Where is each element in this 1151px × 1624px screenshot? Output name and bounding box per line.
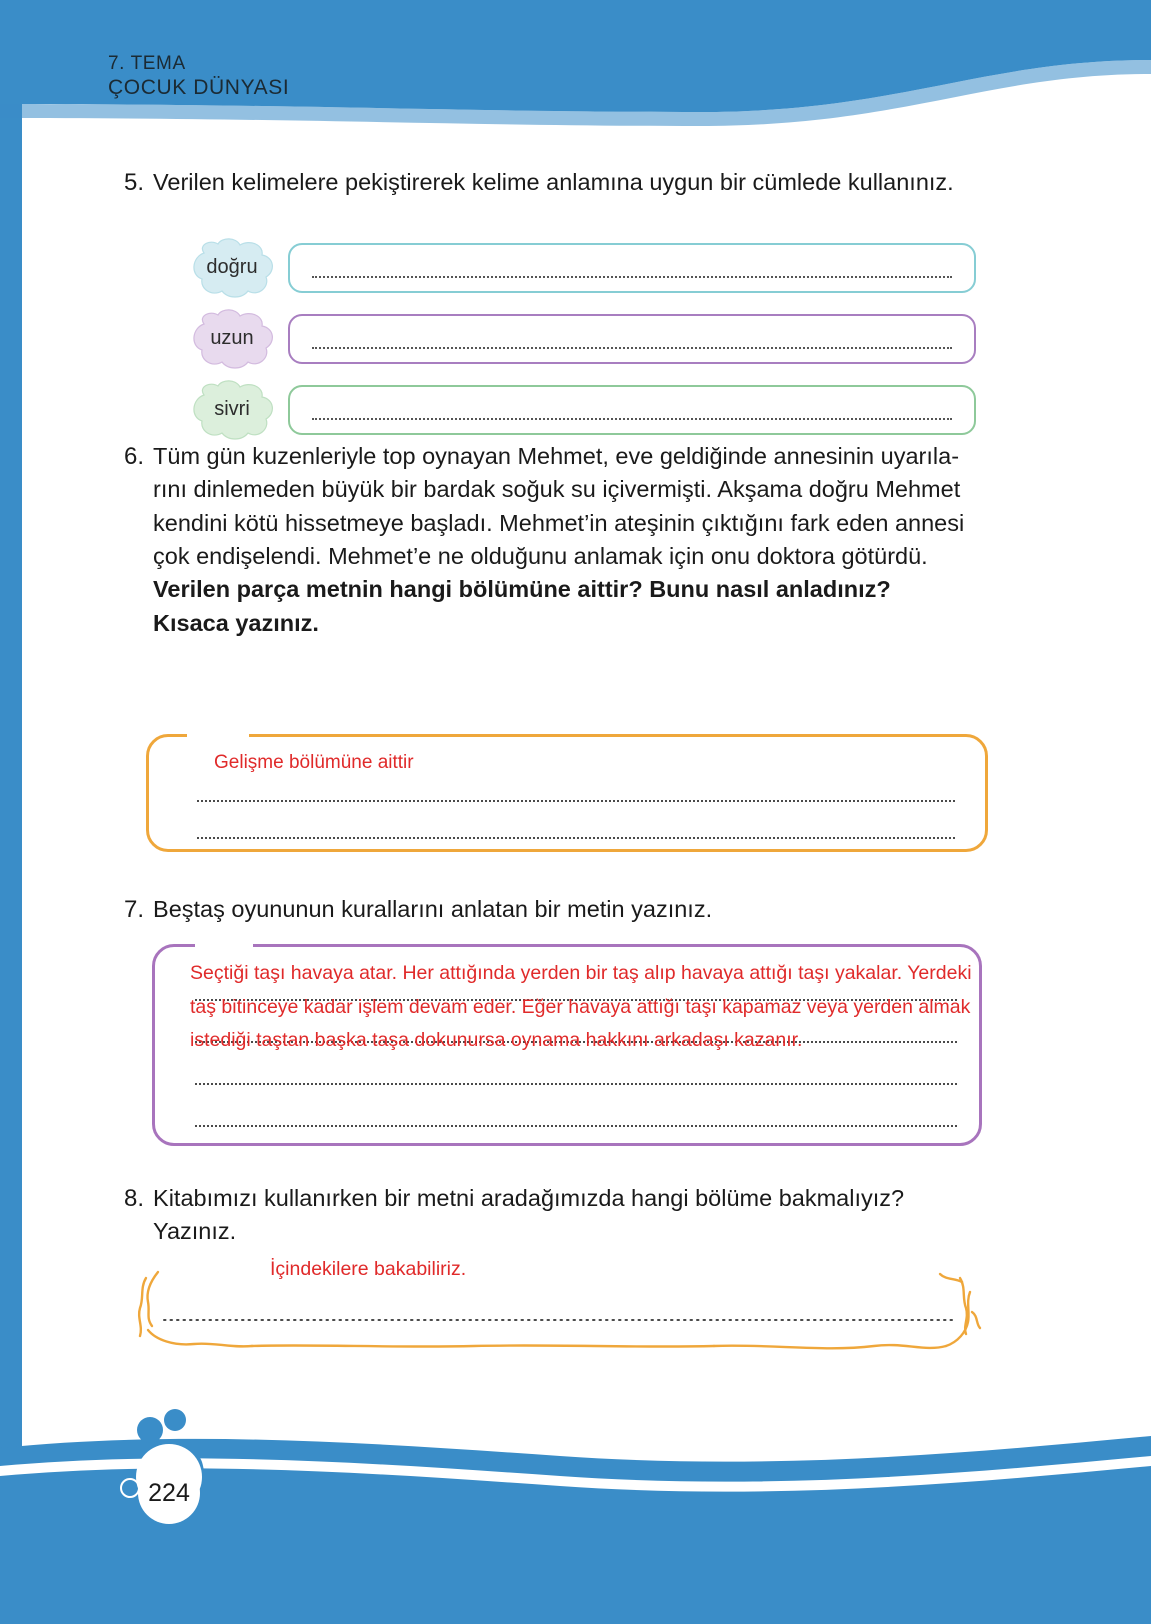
cloud-shape-icon: [186, 379, 278, 441]
question-6-number: 6.: [124, 443, 145, 470]
word-row: [186, 307, 976, 370]
write-line: [195, 1083, 957, 1085]
question-6-body: [153, 440, 993, 640]
question-7-number: 7.: [124, 896, 145, 923]
word-label: sivri: [214, 398, 250, 420]
write-line: [197, 800, 955, 802]
question-5-prompt: Verilen kelimelere pekiştirerek kelime anlamına uygun bir cümlede kullanınız.: [153, 169, 954, 195]
question-6: [124, 440, 1004, 640]
answer-line: istediği taştan başka taşa dokunursa oynama hakkını arkadaşı kazanır.: [190, 1029, 803, 1052]
answer-line: Seçtiği taşı havaya atar. Her attığında yerden bir taş alıp havaya attığı taşı yakalar. Yerdeki: [190, 962, 972, 984]
question-8-sketch-frame[interactable]: [134, 1268, 982, 1364]
theme-heading: [108, 52, 289, 101]
prompt-line: Kitabımızı kullanırken bir metni aradağımızda hangi bölüme bakmalıyız?: [153, 1185, 905, 1211]
question-5: [124, 166, 1004, 200]
question-8-body: [153, 1182, 1024, 1249]
write-line: [312, 418, 952, 420]
write-line: [312, 276, 952, 278]
page-number: 224: [138, 1462, 200, 1524]
answer-box-sivri[interactable]: [288, 385, 976, 435]
question-6-bold-line: Verilen parça metnin hangi bölümüne aittir? Bunu nasıl anladınız?: [153, 576, 891, 603]
paragraph-line: rını dinlemeden büyük bir bardak soğuk su içivermişti. Akşama doğru Mehmet: [153, 476, 961, 503]
word-label: uzun: [210, 327, 254, 349]
word-row: [186, 236, 976, 299]
theme-number: 7. TEMA: [108, 53, 186, 74]
prompt-line: Yazınız.: [153, 1218, 237, 1245]
word-label: doğru: [206, 256, 258, 278]
question-7-prompt: Beştaş oyununun kurallarını anlatan bir metin yazınız.: [153, 896, 713, 922]
question-8-number: 8.: [124, 1185, 145, 1212]
write-line: [197, 837, 955, 839]
answer-box-dogru[interactable]: [288, 243, 976, 293]
paragraph-line: Tüm gün kuzenleriyle top oynayan Mehmet, eve geldiğinde annesinin uyarıla-: [153, 443, 960, 469]
theme-title: ÇOCUK DÜNYASI: [108, 76, 290, 100]
question-8: [124, 1182, 1024, 1249]
write-line: [195, 1125, 957, 1127]
question-6-bold-line: Kısaca yazınız.: [153, 609, 319, 636]
question-5-word-rows: [186, 236, 976, 449]
question-6-handwritten-answer: Gelişme bölümüne aittir: [214, 752, 414, 773]
write-line: [312, 347, 952, 349]
left-edge-white-gap: [22, 105, 32, 1435]
paragraph-line: kendini kötü hissetmeye başladı. Mehmet’in ateşinin çıktığını fark eden annesi: [153, 509, 965, 536]
left-edge-strip: [0, 0, 22, 1624]
question-7: [124, 893, 1004, 927]
word-row: [186, 378, 976, 441]
answer-line: taş bitinceye kadar işlem devam eder. Eğer havaya attığı taşı kapamaz veya yerden almak: [190, 995, 971, 1018]
question-8-handwritten-answer: İçindekilere bakabiliriz.: [270, 1258, 467, 1280]
cloud-shape-icon: [186, 308, 278, 370]
paragraph-line: çok endişelendi. Mehmet’e ne olduğunu anlamak için onu doktora götürdü.: [153, 543, 928, 570]
question-7-handwritten-answer: [190, 957, 1062, 1058]
cloud-shape-icon: [186, 237, 278, 299]
question-5-number: 5.: [124, 169, 145, 196]
answer-box-uzun[interactable]: [288, 314, 976, 364]
